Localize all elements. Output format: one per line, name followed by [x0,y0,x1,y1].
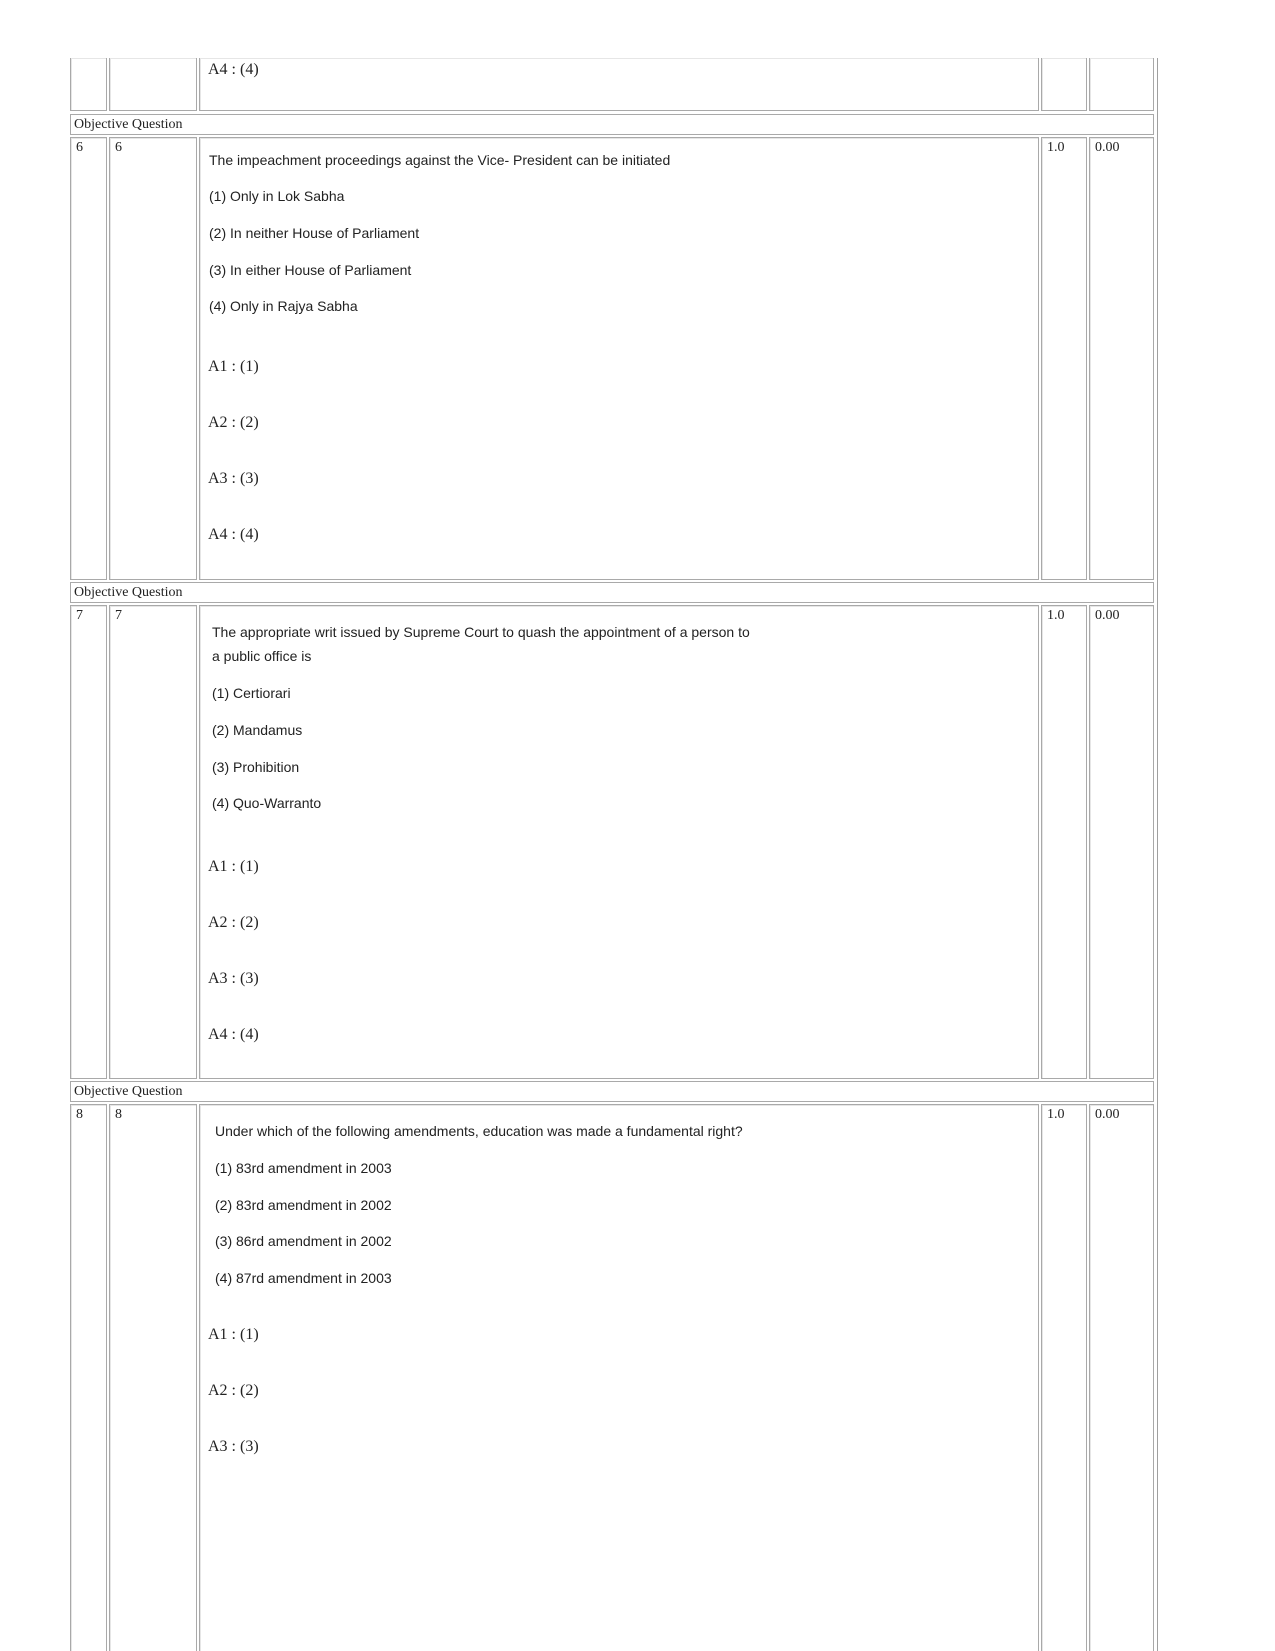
option-3: (3) In either House of Parliament [209,262,412,278]
serial-number: 8 [76,1107,83,1122]
question-id: 7 [115,608,122,623]
answer-4: A4 : (4) [208,1026,259,1043]
question-paper-table [70,58,1215,1651]
section-header: Objective Question [70,114,1154,135]
answer-2: A2 : (2) [208,1382,259,1399]
option-4: (4) Only in Rajya Sabha [209,298,358,314]
marks-value: 1.0 [1047,140,1065,155]
answer-1: A1 : (1) [208,358,259,375]
answer-1: A1 : (1) [208,858,259,875]
option-2: (2) Mandamus [212,722,303,738]
question-id: 6 [115,140,122,155]
answer-2: A2 : (2) [208,414,259,431]
prev-answer-4: A4 : (4) [208,61,259,78]
section-header: Objective Question [70,582,1154,603]
section-header: Objective Question [70,1081,1154,1102]
option-1: (1) Certiorari [212,685,291,701]
marks-value: 1.0 [1047,608,1065,623]
serial-number: 7 [76,608,83,623]
negative-marks-value: 0.00 [1095,1107,1120,1122]
negative-marks-value: 0.00 [1095,140,1120,155]
serial-number: 6 [76,140,83,155]
answer-1: A1 : (1) [208,1326,259,1343]
answer-3: A3 : (3) [208,970,259,987]
option-3: (3) 86rd amendment in 2002 [215,1233,392,1249]
option-2: (2) 83rd amendment in 2002 [215,1197,392,1213]
negative-marks-value: 0.00 [1095,608,1120,623]
answer-3: A3 : (3) [208,1438,259,1455]
answer-3: A3 : (3) [208,470,259,487]
option-1: (1) 83rd amendment in 2003 [215,1160,392,1176]
option-4: (4) Quo-Warranto [212,795,322,811]
question-text-line-2: a public office is [212,648,312,664]
question-text: The impeachment proceedings against the Vice- President can be initiated [209,152,671,168]
marks-value: 1.0 [1047,1107,1065,1122]
option-4: (4) 87rd amendment in 2003 [215,1270,392,1286]
option-3: (3) Prohibition [212,759,300,775]
question-text: Under which of the following amendments, education was made a fundamental right? [215,1123,743,1139]
question-text-line-1: The appropriate writ issued by Supreme Court to quash the appointment of a person to [212,624,750,640]
answer-2: A2 : (2) [208,914,259,931]
option-1: (1) Only in Lok Sabha [209,188,345,204]
question-id: 8 [115,1107,122,1122]
outer-table-frame [70,58,1158,1651]
answer-4: A4 : (4) [208,526,259,543]
option-2: (2) In neither House of Parliament [209,225,420,241]
